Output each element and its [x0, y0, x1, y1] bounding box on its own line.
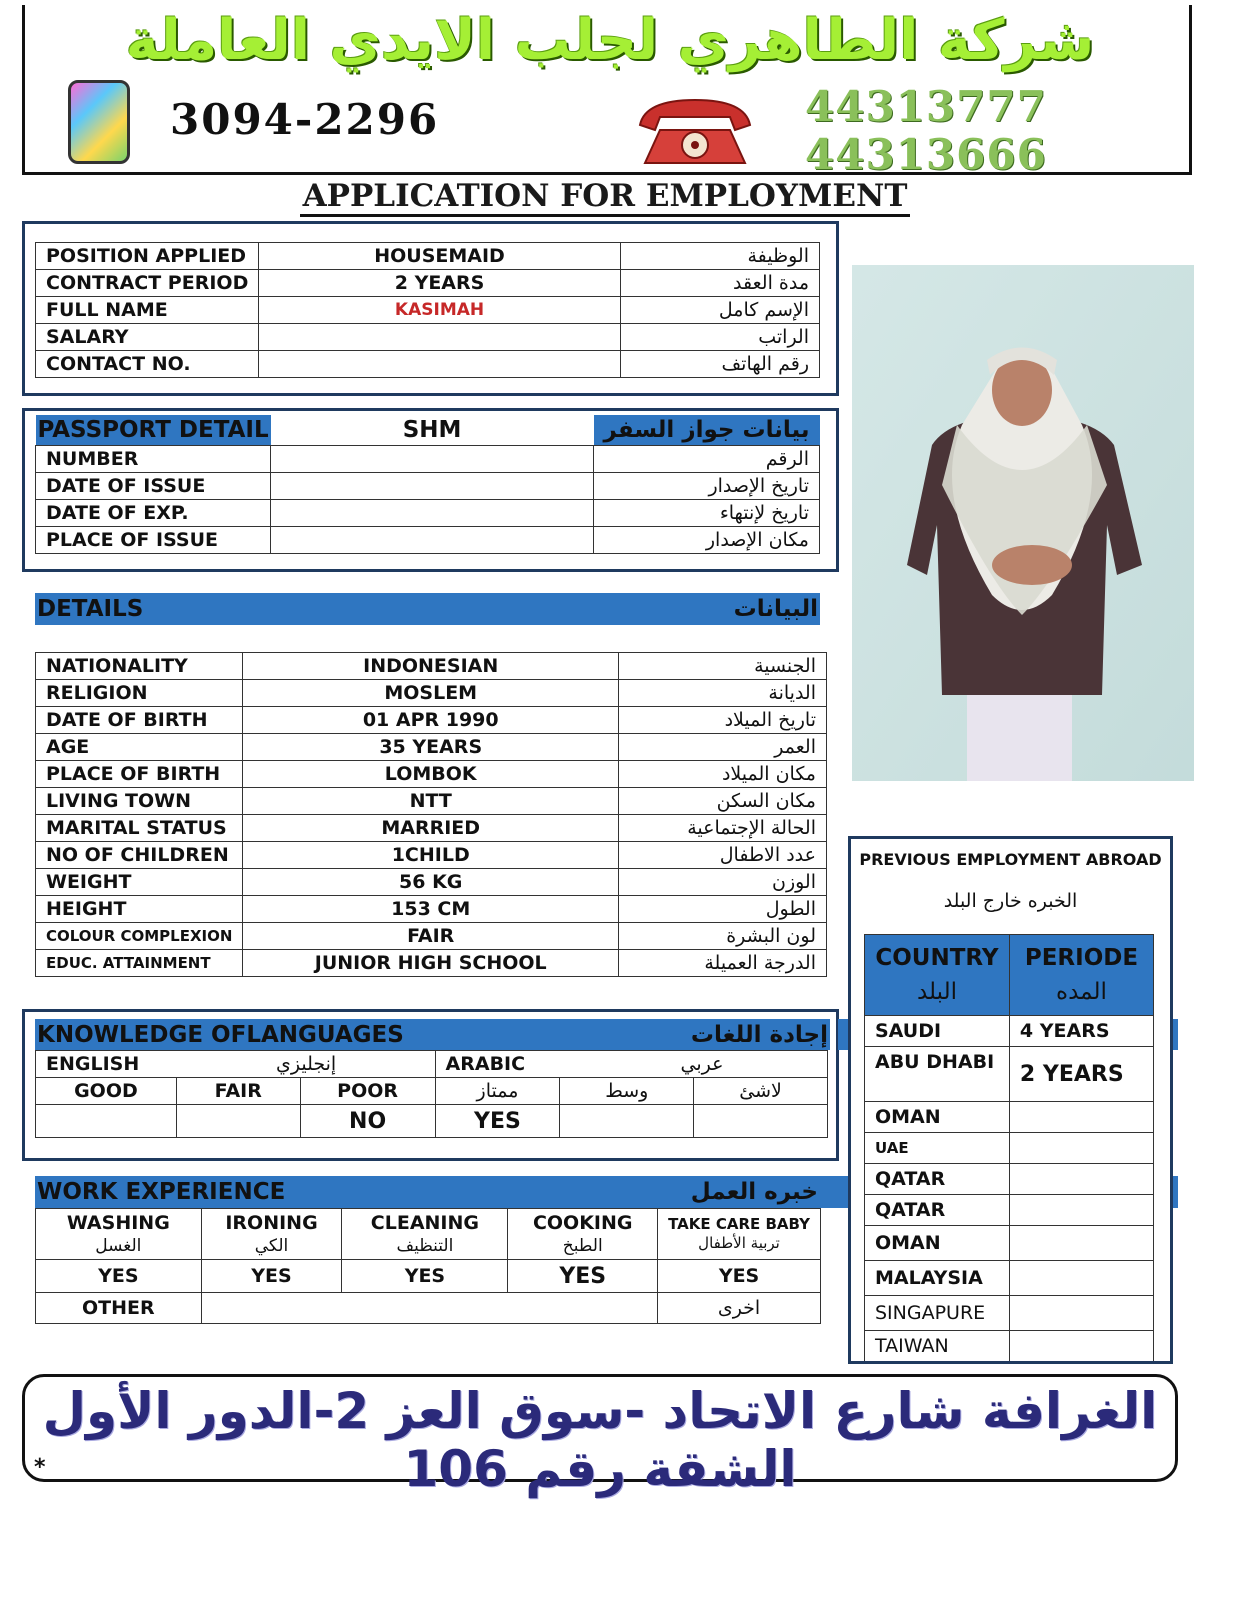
row-label: SALARY [36, 324, 259, 351]
row-value: 56 KG [243, 869, 619, 896]
skill-label-ar: تربية الأطفال [698, 1234, 780, 1252]
row-label: DATE OF BIRTH [36, 707, 243, 734]
work-table [35, 1208, 821, 1324]
mobile-phone-icon [68, 80, 130, 164]
row-label: PLACE OF ISSUE [36, 527, 271, 554]
work-heading: WORK EXPERIENCE [37, 1179, 286, 1205]
row-label-ar: تاريخ لإنتهاء [594, 500, 820, 527]
table-row [36, 527, 820, 554]
country-cell: QATAR [865, 1195, 1010, 1226]
row-value: 2 YEARS [259, 270, 620, 297]
row-label-ar: الحالة الإجتماعية [619, 815, 827, 842]
row-label: PLACE OF BIRTH [36, 761, 243, 788]
landline-2: 44313666 [805, 130, 1047, 179]
row-value: INDONESIAN [243, 653, 619, 680]
skill-label: TAKE CARE BABY [668, 1214, 810, 1233]
table-row [36, 842, 827, 869]
row-label-ar: رقم الهاتف [620, 351, 819, 378]
row-label-ar: الدرجة العميلة [619, 950, 827, 977]
period-cell [1009, 1226, 1153, 1261]
row-value: MOSLEM [243, 680, 619, 707]
skill-label: WASHING [66, 1211, 170, 1234]
table-row [36, 324, 820, 351]
table-row [36, 473, 820, 500]
row-label-ar: مدة العقد [620, 270, 819, 297]
table-row [865, 1047, 1154, 1102]
table-row [36, 1051, 828, 1078]
row-value: 153 CM [243, 896, 619, 923]
row-value: 01 APR 1990 [243, 707, 619, 734]
table-row [36, 896, 827, 923]
row-value: HOUSEMAID [259, 243, 620, 270]
level-average-ar: وسط [560, 1078, 694, 1105]
skill-label: CLEANING [370, 1211, 479, 1234]
arabic-cell [435, 1051, 827, 1078]
level-good: GOOD [36, 1078, 177, 1105]
row-label-ar: عدد الاطفال [619, 842, 827, 869]
row-value [259, 351, 620, 378]
table-row [36, 950, 827, 977]
level-value [694, 1105, 828, 1138]
row-value: MARRIED [243, 815, 619, 842]
row-value [271, 446, 594, 473]
passport-table [35, 415, 820, 554]
row-label-ar: الإسم كامل [620, 297, 819, 324]
row-label: LIVING TOWN [36, 788, 243, 815]
level-none-ar: لاشئ [694, 1078, 828, 1105]
row-value [271, 473, 594, 500]
row-value: LOMBOK [243, 761, 619, 788]
passport-heading-row [36, 415, 820, 446]
table-row [36, 680, 827, 707]
table-row [865, 1016, 1154, 1047]
row-label-ar: الراتب [620, 324, 819, 351]
skill-label-ar: التنظيف [396, 1236, 454, 1257]
details-heading-band [35, 593, 820, 625]
table-row [36, 869, 827, 896]
details-heading: DETAILS [37, 596, 144, 622]
row-label: NO OF CHILDREN [36, 842, 243, 869]
skill-label-ar: الغسل [95, 1236, 142, 1257]
skill-label: COOKING [532, 1211, 633, 1234]
row-label: EDUC. ATTAINMENT [36, 950, 243, 977]
row-value: 1CHILD [243, 842, 619, 869]
english-label: ENGLISH [46, 1053, 140, 1075]
level-value: YES [435, 1105, 560, 1138]
level-excellent-ar: ممتاز [435, 1078, 560, 1105]
country-cell: QATAR [865, 1164, 1010, 1195]
languages-table [35, 1050, 828, 1138]
period-cell [1009, 1102, 1153, 1133]
table-row [36, 815, 827, 842]
country-cell: OMAN [865, 1226, 1010, 1261]
skill-value: YES [36, 1260, 202, 1293]
footer-mark: * [34, 1455, 46, 1480]
table-row [36, 270, 820, 297]
table-row [36, 243, 820, 270]
table-row [865, 1102, 1154, 1133]
landline-1: 44313777 [805, 82, 1047, 131]
table-row [865, 1195, 1154, 1226]
country-cell: UAE [865, 1133, 1010, 1164]
row-label-ar: الرقم [594, 446, 820, 473]
row-label-ar: الوظيفة [620, 243, 819, 270]
period-cell [1009, 1164, 1153, 1195]
row-label: DATE OF EXP. [36, 500, 271, 527]
skill-value: YES [342, 1260, 508, 1293]
country-cell: SINGAPURE [865, 1296, 1010, 1331]
previous-employment-table [864, 934, 1154, 1361]
row-label-ar: الوزن [619, 869, 827, 896]
period-cell [1009, 1133, 1153, 1164]
telephone-icon [630, 95, 760, 165]
period-cell: 4 YEARS [1009, 1016, 1153, 1047]
period-cell: 2 YEARS [1009, 1047, 1153, 1102]
skill-label-ar: الكي [254, 1236, 289, 1257]
country-cell: MALAYSIA [865, 1261, 1010, 1296]
level-value: NO [300, 1105, 435, 1138]
languages-heading: KNOWLEDGE OFLANGUAGES [37, 1021, 404, 1048]
row-label-ar: الديانة [619, 680, 827, 707]
row-label: NUMBER [36, 446, 271, 473]
table-row [865, 1226, 1154, 1261]
position-table [35, 242, 820, 378]
previous-title-ar: الخبره خارج البلد [943, 890, 1078, 912]
table-row [865, 1164, 1154, 1195]
period-header-label-ar: المده [1056, 979, 1107, 1005]
table-row [865, 1133, 1154, 1164]
table-row [36, 351, 820, 378]
country-header [865, 935, 1010, 1016]
period-cell [1009, 1331, 1153, 1362]
skill-cleaning [342, 1209, 508, 1260]
table-row [36, 761, 827, 788]
row-label: HEIGHT [36, 896, 243, 923]
skill-value: YES [658, 1260, 821, 1293]
row-label: CONTRACT PERIOD [36, 270, 259, 297]
table-row [36, 1260, 821, 1293]
country-cell: TAIWAN [865, 1331, 1010, 1362]
previous-title: PREVIOUS EMPLOYMENT ABROAD [859, 850, 1162, 869]
passport-heading-ar: بيانات جواز السفر [594, 415, 820, 446]
row-label-ar: تاريخ الميلاد [619, 707, 827, 734]
row-label: FULL NAME [36, 297, 259, 324]
skill-label-ar: الطبخ [562, 1236, 603, 1257]
period-header [1009, 935, 1153, 1016]
period-cell [1009, 1261, 1153, 1296]
level-poor: POOR [300, 1078, 435, 1105]
table-row [36, 1105, 828, 1138]
details-table [35, 652, 827, 977]
row-label-ar: الجنسية [619, 653, 827, 680]
table-row [36, 788, 827, 815]
english-cell [36, 1051, 436, 1078]
row-label: MARITAL STATUS [36, 815, 243, 842]
row-label-ar: تاريخ الإصدار [594, 473, 820, 500]
period-header-label: PERIODE [1024, 944, 1139, 971]
table-row [36, 923, 827, 950]
level-value [176, 1105, 300, 1138]
passport-heading: PASSPORT DETAIL [36, 415, 271, 446]
row-value [271, 500, 594, 527]
row-label: RELIGION [36, 680, 243, 707]
period-cell [1009, 1296, 1153, 1331]
row-label-ar: مكان الإصدار [594, 527, 820, 554]
full-name-value: KASIMAH [259, 297, 620, 324]
row-value [259, 324, 620, 351]
row-value: JUNIOR HIGH SCHOOL [243, 950, 619, 977]
skill-value: YES [201, 1260, 342, 1293]
row-value [271, 527, 594, 554]
company-name: شركة الطاهري لجلب الايدي العاملة [125, 8, 1095, 73]
level-fair: FAIR [176, 1078, 300, 1105]
row-label: AGE [36, 734, 243, 761]
table-row [865, 1296, 1154, 1331]
work-heading-band [35, 1176, 820, 1208]
row-label: DATE OF ISSUE [36, 473, 271, 500]
table-row [36, 297, 820, 324]
skill-value: YES [508, 1260, 658, 1293]
table-row [36, 446, 820, 473]
address-text: الغرافة شارع الاتحاد -سوق العز 2-الدور الأول الشقة رقم 106 [42, 1382, 1158, 1498]
work-heading-ar: خبره العمل [690, 1179, 818, 1205]
row-label-ar: الطول [619, 896, 827, 923]
table-row [865, 1261, 1154, 1296]
row-value: 35 YEARS [243, 734, 619, 761]
table-row [865, 1331, 1154, 1362]
row-label: COLOUR COMPLEXION [36, 923, 243, 950]
level-value [36, 1105, 177, 1138]
country-cell: OMAN [865, 1102, 1010, 1133]
row-label-ar: لون البشرة [619, 923, 827, 950]
english-label-ar: إنجليزي [276, 1053, 337, 1075]
table-row [36, 500, 820, 527]
level-value [560, 1105, 694, 1138]
passport-code: SHM [402, 417, 462, 443]
languages-heading-band [35, 1019, 830, 1050]
row-label: NATIONALITY [36, 653, 243, 680]
row-label: WEIGHT [36, 869, 243, 896]
table-row [36, 1078, 828, 1105]
arabic-label: ARABIC [445, 1053, 526, 1075]
country-cell: ABU DHABI [865, 1047, 1010, 1102]
arabic-label-ar: عربي [680, 1053, 724, 1075]
mobile-number: 3094-2296 [170, 95, 440, 144]
table-row [36, 1209, 821, 1260]
details-heading-ar: البيانات [733, 596, 818, 622]
country-cell: SAUDI [865, 1016, 1010, 1047]
row-value: FAIR [243, 923, 619, 950]
period-cell [1009, 1195, 1153, 1226]
other-value [201, 1293, 657, 1324]
row-value: NTT [243, 788, 619, 815]
table-row [36, 734, 827, 761]
skill-ironing [201, 1209, 342, 1260]
table-row [36, 1293, 821, 1324]
applicant-photo [852, 265, 1194, 781]
skill-baby-care [658, 1209, 821, 1260]
row-label-ar: مكان السكن [619, 788, 827, 815]
languages-heading-ar: إجادة اللغات [690, 1021, 828, 1048]
other-label-ar: اخرى [658, 1293, 821, 1324]
row-label-ar: العمر [619, 734, 827, 761]
row-label: CONTACT NO. [36, 351, 259, 378]
skill-washing [36, 1209, 202, 1260]
table-row [36, 707, 827, 734]
document-title: APPLICATION FOR EMPLOYMENT [300, 178, 910, 217]
country-header-label: COUNTRY [875, 944, 999, 971]
row-label: POSITION APPLIED [36, 243, 259, 270]
other-label: OTHER [36, 1293, 202, 1324]
table-row [36, 653, 827, 680]
skill-label: IRONING [225, 1211, 318, 1234]
table-header-row [865, 935, 1154, 1016]
country-header-label-ar: البلد [916, 979, 957, 1005]
row-label-ar: مكان الميلاد [619, 761, 827, 788]
skill-cooking [508, 1209, 658, 1260]
